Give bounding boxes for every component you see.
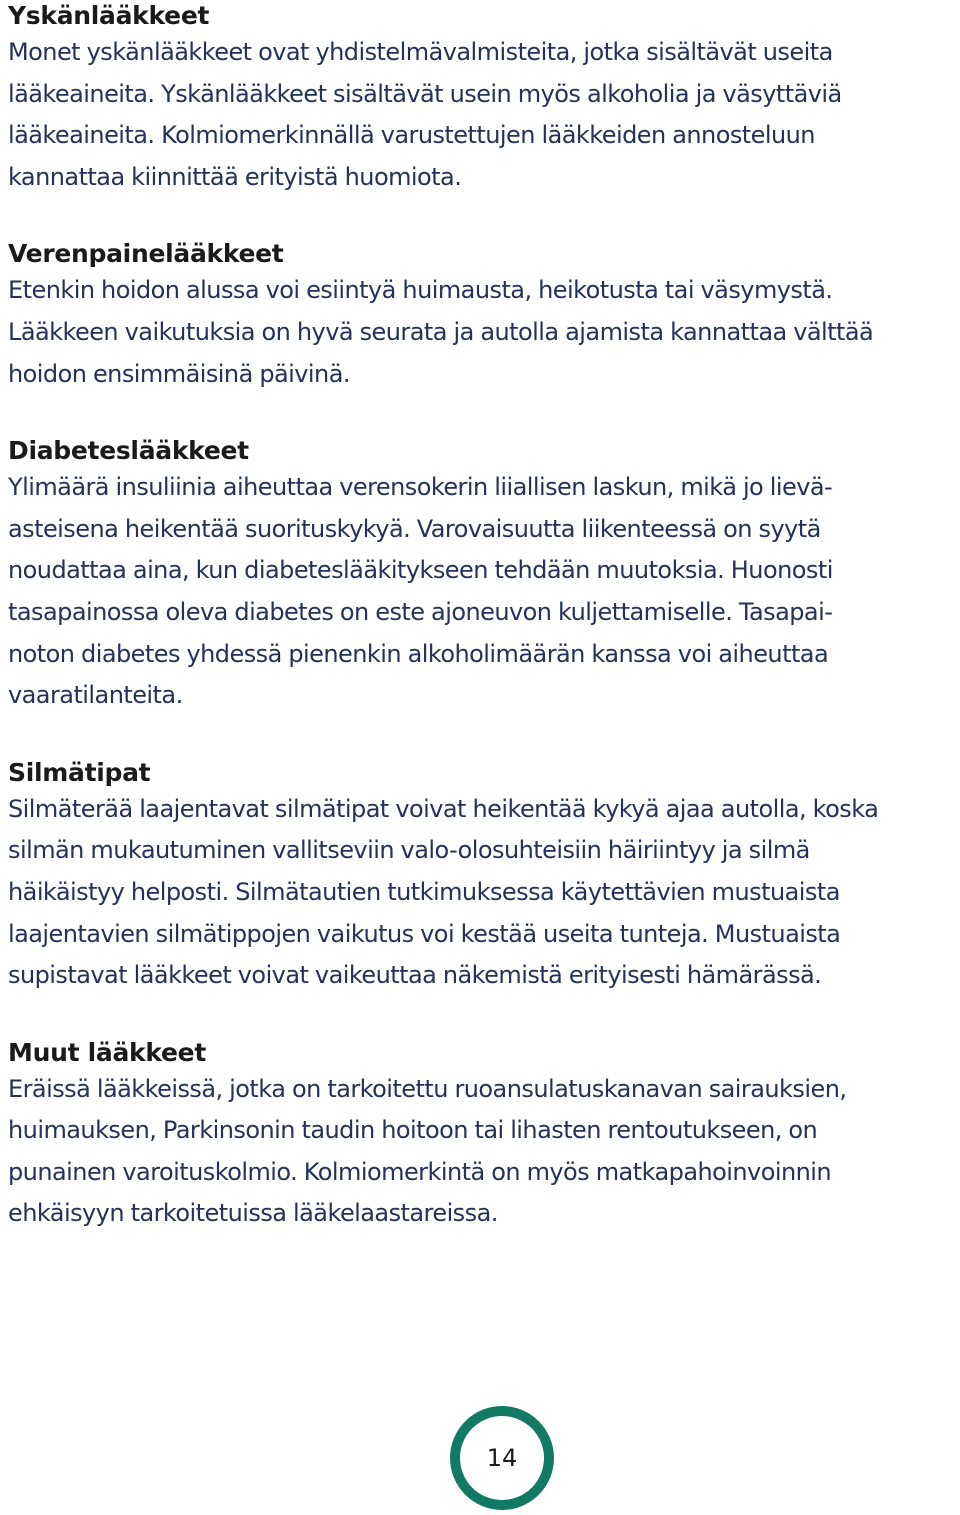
text-line: laajentavien silmätippojen vaikutus voi kestää useita tunteja. Mustuaista xyxy=(8,919,841,948)
text-line: häikäistyy helposti. Silmätautien tutkimuksessa käytettävien mustuaista xyxy=(8,877,840,906)
text-line: punainen varoituskolmio. Kolmiomerkintä on myös matkapahoinvoinnin xyxy=(8,1157,832,1186)
section-heading: Diabeteslääkkeet xyxy=(8,436,249,466)
text-line: Eräissä lääkkeissä, jotka on tarkoitettu ruoansulatuskanavan sairauksien, xyxy=(8,1074,847,1103)
text-line: supistavat lääkkeet voivat vaikeuttaa näkemistä erityisesti hämärässä. xyxy=(8,961,822,990)
section-body xyxy=(8,1069,958,1235)
section-body xyxy=(8,789,958,997)
page-number-badge xyxy=(450,1406,554,1510)
text-line: Monet yskänlääkkeet ovat yhdistelmävalmisteita, jotka sisältävät useita xyxy=(8,38,833,66)
text-line: noudattaa aina, kun diabeteslääkitykseen tehdään muutoksia. Huonosti xyxy=(8,556,833,585)
text-line: silmän mukautuminen vallitseviin valo-olosuhteisiin häiriintyy ja silmä xyxy=(8,836,810,865)
section-heading: Verenpainelääkkeet xyxy=(8,239,284,269)
text-line: tasapainossa oleva diabetes on este ajoneuvon kuljettamiselle. Tasapai- xyxy=(8,597,833,626)
text-line: Etenkin hoidon alussa voi esiintyä huimausta, heikotusta tai väsymystä. xyxy=(8,276,833,305)
text-line: vaaratilanteita. xyxy=(8,681,183,710)
section-body xyxy=(8,270,958,395)
section-heading: Yskänlääkkeet xyxy=(8,1,210,30)
text-line: Lääkkeen vaikutuksia on hyvä seurata ja autolla ajamista kannattaa välttää xyxy=(8,317,874,346)
document-content xyxy=(8,0,958,1275)
section-silmatipat xyxy=(8,757,958,997)
text-line: asteisena heikentää suorituskykyä. Varovaisuutta liikenteessä on syytä xyxy=(8,514,821,543)
text-line: huimauksen, Parkinsonin taudin hoitoon tai lihasten rentoutukseen, on xyxy=(8,1116,818,1145)
section-heading: Silmätipat xyxy=(8,757,151,787)
text-line: lääkeaineita. Yskänlääkkeet sisältävät usein myös alkoholia ja väsyttäviä xyxy=(8,79,842,108)
text-line: hoidon ensimmäisinä päivinä. xyxy=(8,359,350,388)
text-line: noton diabetes yhdessä pienenkin alkoholimäärän kanssa voi aiheuttaa xyxy=(8,639,829,668)
section-diabeteslaakkeet xyxy=(8,435,958,717)
text-line: kannattaa kiinnittää erityistä huomiota. xyxy=(8,162,462,191)
text-line: Ylimäärä insuliinia aiheuttaa verensokerin liiallisen laskun, mikä jo lievä- xyxy=(8,473,833,502)
text-line: ehkäisyyn tarkoitetuissa lääkelaastareissa. xyxy=(8,1199,498,1228)
page-number: 14 xyxy=(486,1444,518,1472)
section-body xyxy=(8,32,958,198)
section-heading: Muut lääkkeet xyxy=(8,1037,206,1067)
text-line: lääkeaineita. Kolmiomerkinnällä varustettujen lääkkeiden annosteluun xyxy=(8,121,815,150)
section-yskanlaakkeet xyxy=(8,0,958,198)
text-line: Silmäterää laajentavat silmätipat voivat heikentää kykyä ajaa autolla, koska xyxy=(8,794,879,823)
section-body xyxy=(8,467,958,717)
section-verenpainelaakkeet xyxy=(8,238,958,395)
section-muut-laakkeet xyxy=(8,1037,958,1235)
